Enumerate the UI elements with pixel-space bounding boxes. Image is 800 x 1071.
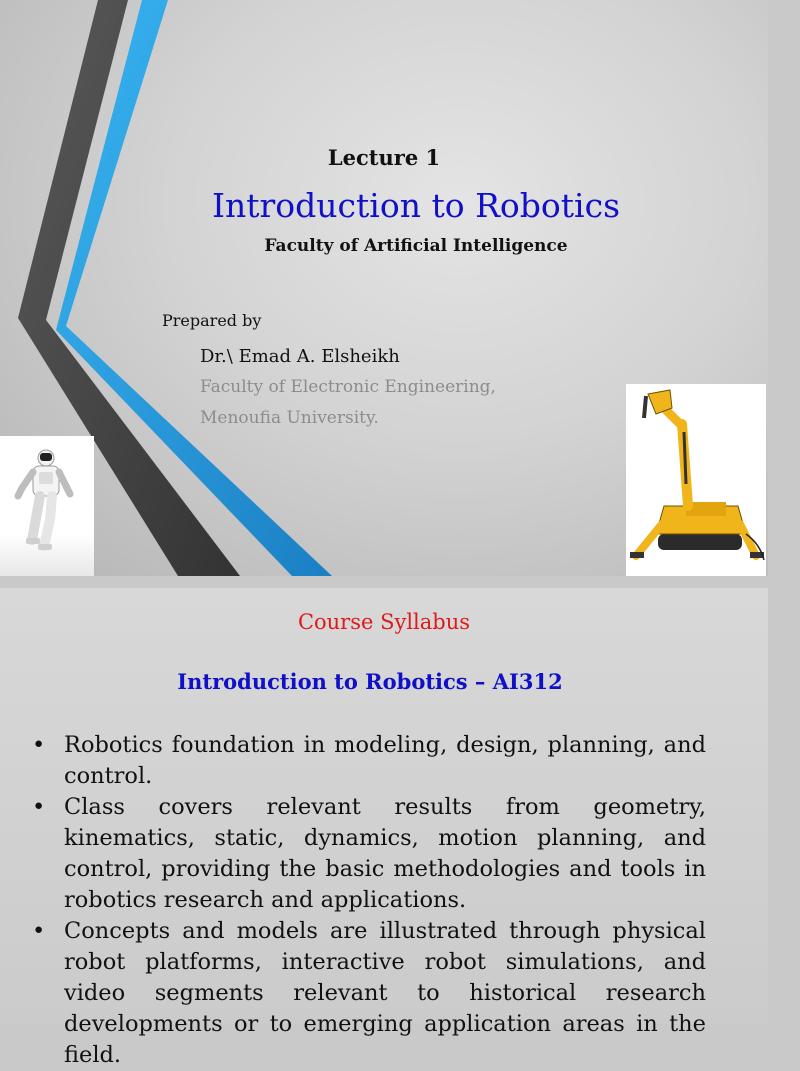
slide-title: Introduction to Robotics	[211, 186, 621, 225]
bullet-text: Robotics foundation in modeling, design, planning, and control.	[64, 732, 706, 789]
affiliation-line-1: Faculty of Electronic Engineering,	[200, 377, 496, 397]
lecture-number: Lecture 1	[327, 145, 441, 170]
humanoid-robot-image	[0, 436, 94, 576]
affiliation-line-2: Menoufia University.	[200, 408, 379, 428]
syllabus-bullet-list	[30, 730, 706, 1071]
bullet-text: Concepts and models are illustrated through physical robot platforms, interactive robot simulations, and video segments relevant to historical research developments or to emerging application areas in the field.	[64, 918, 706, 1068]
list-item	[30, 730, 706, 792]
bullet-icon: •	[32, 732, 46, 758]
course-title: Introduction to Robotics – AI312	[177, 669, 563, 694]
syllabus-slide	[0, 588, 768, 1068]
prepared-by-label: Prepared by	[162, 311, 262, 330]
bullet-icon: •	[32, 794, 46, 820]
bullet-icon: •	[32, 918, 46, 944]
demolition-robot-image	[626, 384, 766, 576]
list-item	[30, 792, 706, 916]
list-item	[30, 916, 706, 1071]
bullet-text: Class covers relevant results from geometry, kinematics, static, dynamics, motion planning, and control, providing the basic methodologies and tools in robotics research and applications.	[64, 794, 706, 913]
syllabus-heading: Course Syllabus	[297, 610, 471, 634]
author-name: Dr.\ Emad A. Elsheikh	[200, 346, 400, 367]
faculty-subtitle: Faculty of Artificial Intelligence	[264, 236, 568, 256]
